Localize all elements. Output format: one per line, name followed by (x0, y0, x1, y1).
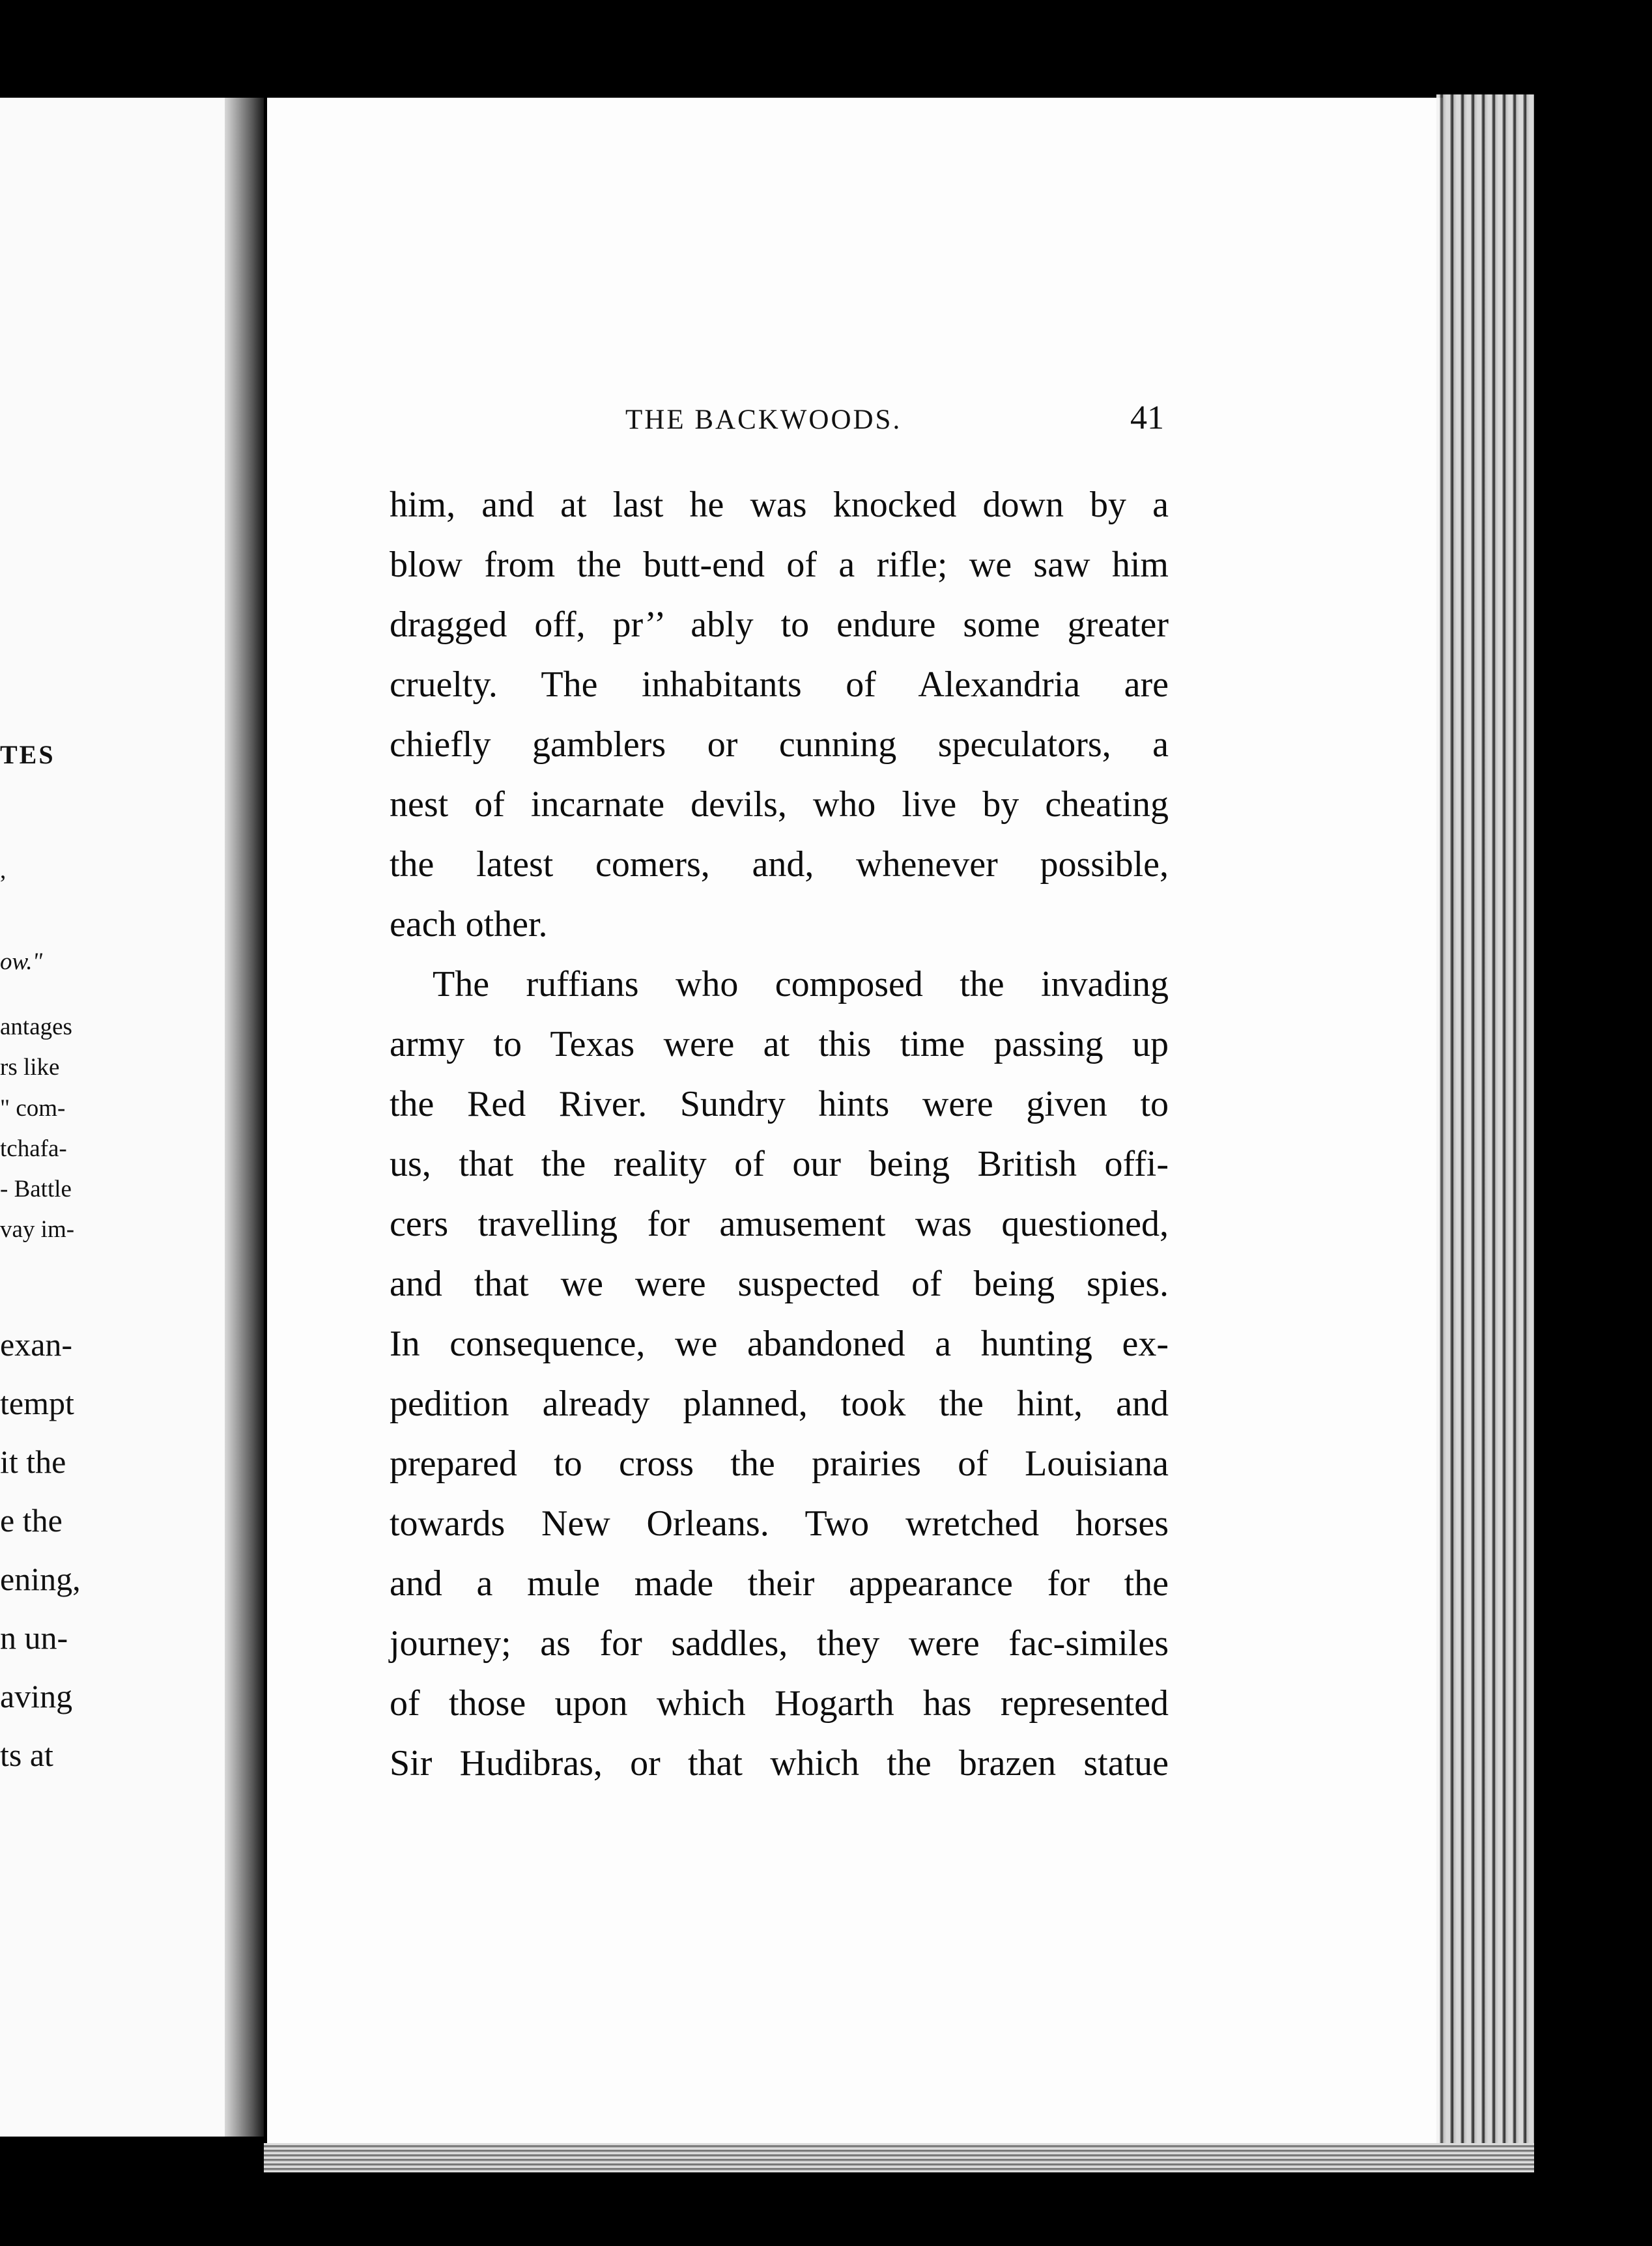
body-line: Sir Hudibras, or that which the brazen statue (390, 1743, 1169, 1784)
body-line: nest of incarnate devils, who live by cheating (390, 784, 1169, 825)
left-page-fragment: " com- (0, 1095, 66, 1122)
body-line: dragged off, pr’’ ably to endure some greater (390, 604, 1169, 645)
left-page-fragment: ow." (0, 948, 43, 975)
body-line: The ruffians who composed the invading (433, 964, 1169, 1004)
left-page-fragment: TES (0, 740, 55, 769)
body-line: army to Texas were at this time passing up (390, 1024, 1169, 1064)
gutter-shadow (225, 98, 264, 2137)
page-bottom-edge (264, 2143, 1534, 2172)
page-number: 41 (1130, 399, 1164, 436)
body-line: the Red River. Sundry hints were given to (390, 1084, 1169, 1124)
left-page-fragment: tempt (0, 1385, 74, 1421)
body-line: blow from the butt-end of a rifle; we saw him (390, 545, 1169, 585)
left-page-fragment: antages (0, 1014, 72, 1040)
left-page-fragment: it the (0, 1443, 66, 1480)
left-page-fragment: - Battle (0, 1176, 72, 1202)
body-line: the latest comers, and, whenever possible, (390, 844, 1169, 885)
body-line: and that we were suspected of being spies. (390, 1264, 1169, 1304)
body-line: us, that the reality of our being British offi- (390, 1144, 1169, 1184)
left-page-fragment: tchafa- (0, 1135, 67, 1162)
body-line: cers travelling for amusement was questioned, (390, 1204, 1169, 1244)
left-page-fragment: , (0, 857, 7, 884)
body-line: each other. (390, 904, 548, 945)
body-line: chiefly gamblers or cunning speculators, a (390, 724, 1169, 765)
left-page-fragment: rs like (0, 1054, 60, 1081)
left-page-fragment: e the (0, 1502, 63, 1539)
body-line: cruelty. The inhabitants of Alexandria are (390, 664, 1169, 705)
left-page-fragment: n un- (0, 1619, 68, 1656)
body-line: pedition already planned, took the hint, and (390, 1384, 1169, 1424)
left-page-fragment: exan- (0, 1326, 73, 1363)
left-page-fragment: ts at (0, 1737, 53, 1773)
running-title: THE BACKWOODS. (625, 405, 902, 435)
body-line: him, and at last he was knocked down by a (390, 485, 1169, 525)
body-line: of those upon which Hogarth has represented (390, 1683, 1169, 1724)
body-line: journey; as for saddles, they were fac-similes (390, 1623, 1169, 1664)
body-line: and a mule made their appearance for the (390, 1563, 1169, 1604)
body-line: prepared to cross the prairies of Louisiana (390, 1443, 1169, 1484)
left-page-fragment: ening, (0, 1561, 81, 1597)
body-line: In consequence, we abandoned a hunting ex- (390, 1324, 1169, 1364)
left-page-fragment: aving (0, 1678, 73, 1714)
page-fore-edge (1436, 94, 1534, 2169)
body-line: towards New Orleans. Two wretched horses (390, 1503, 1169, 1544)
left-page-fragment: vay im- (0, 1216, 75, 1243)
